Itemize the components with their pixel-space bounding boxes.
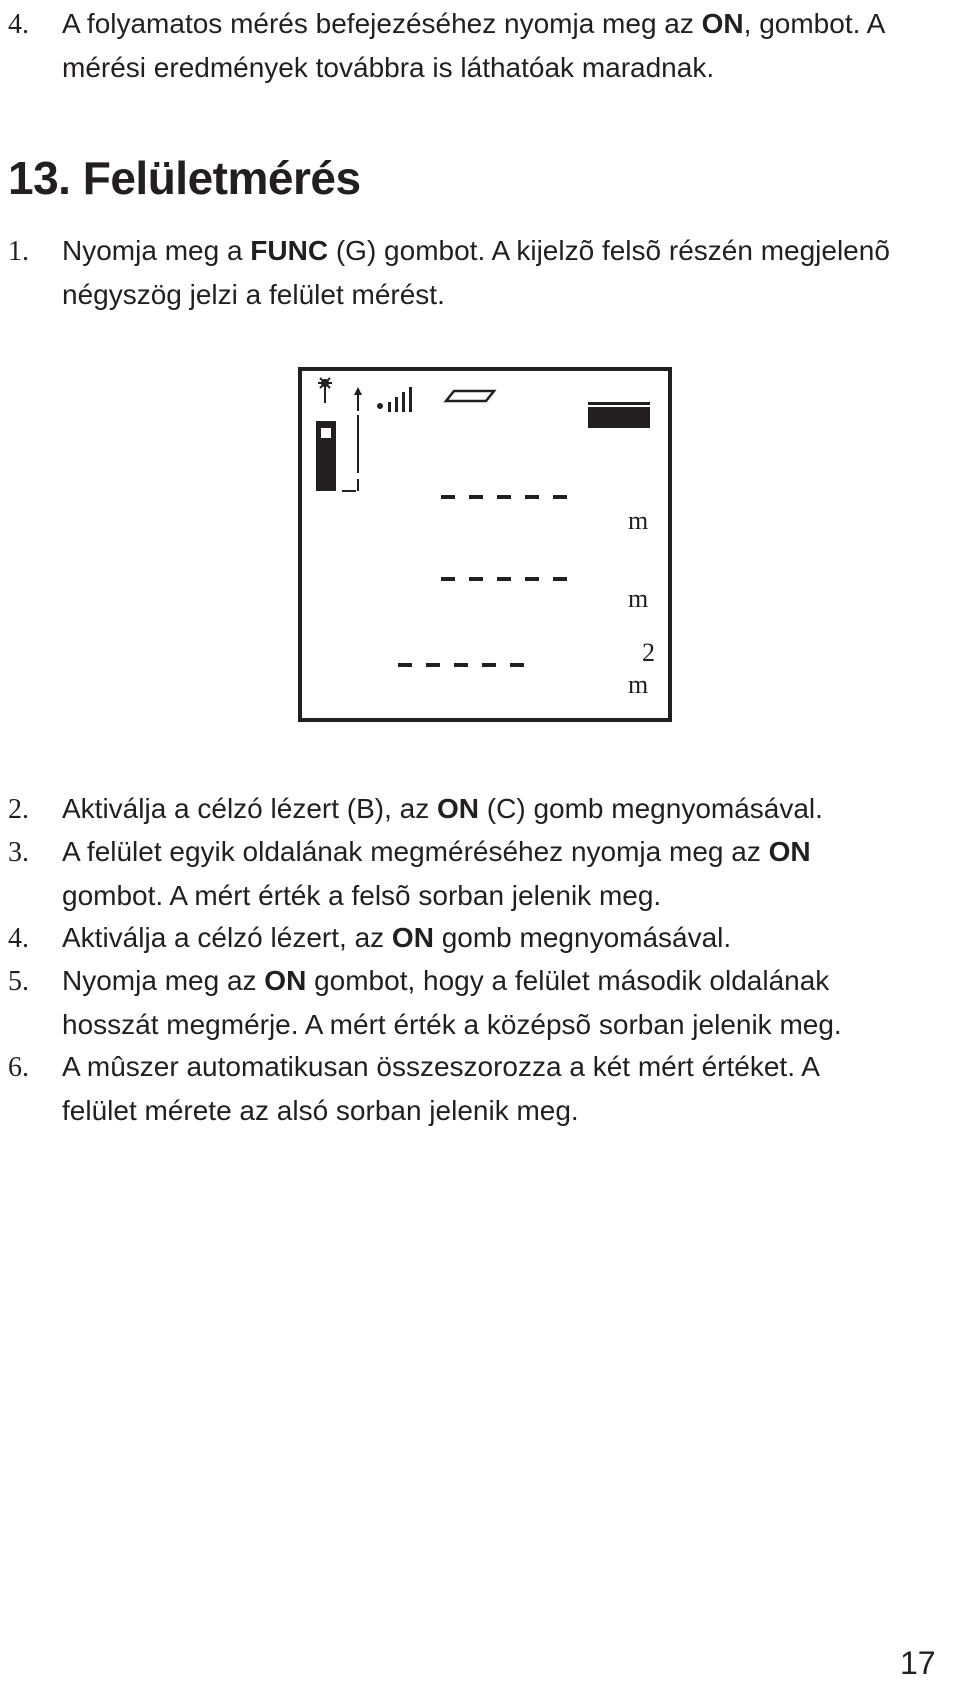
step-item xyxy=(8,787,953,831)
step-text-continued: gombot. A mért érték a felsõ sorban jelenik meg. xyxy=(62,880,662,911)
button-name: ON xyxy=(391,922,434,953)
button-name: FUNC xyxy=(250,235,329,266)
step-text: A folyamatos mérés befejezéséhez nyomja meg az xyxy=(62,8,702,39)
step-text-continued: hosszát megmérje. A mért érték a középsõ sorban jelenik meg. xyxy=(62,1009,842,1040)
button-name: ON xyxy=(437,793,480,824)
step-text: A mûszer automatikusan összeszorozza a két mért értéket. A xyxy=(62,1051,820,1082)
step-number: 5. xyxy=(8,966,29,997)
step-number: 1. xyxy=(8,236,29,267)
reference-point-icon xyxy=(316,415,358,491)
step-item xyxy=(8,916,953,960)
step-text: gombot, hogy a felület második oldalának xyxy=(306,965,830,996)
battery-icon xyxy=(588,402,650,428)
dash-placeholder xyxy=(469,577,483,581)
step-number: 6. xyxy=(8,1052,29,1083)
step-number: 4. xyxy=(8,923,29,954)
measurement-row-2 xyxy=(441,577,648,613)
step-text: gomb megnyomásával. xyxy=(433,922,732,953)
step-item xyxy=(8,229,953,316)
dash-placeholder xyxy=(398,663,412,667)
dash-placeholder xyxy=(525,495,539,499)
page-number: 17 xyxy=(900,1645,936,1681)
signal-strength-icon xyxy=(354,387,412,412)
step-text-continued: négyszög jelzi a felület mérést. xyxy=(62,279,445,310)
step-text-continued: mérési eredmények továbbra is láthatóak maradnak. xyxy=(62,52,715,83)
button-name: ON xyxy=(701,8,744,39)
dash-placeholder xyxy=(525,577,539,581)
dash-placeholder xyxy=(510,663,524,667)
unit-label: m xyxy=(628,584,649,613)
step-text: Nyomja meg a xyxy=(62,235,251,266)
step-item xyxy=(8,1045,953,1132)
unit-superscript: 2 xyxy=(642,638,655,667)
step-number: 3. xyxy=(8,837,29,868)
step-item xyxy=(8,959,953,1046)
button-name: ON xyxy=(768,836,811,867)
dash-placeholder xyxy=(553,577,567,581)
step-number: 2. xyxy=(8,794,29,825)
area-mode-icon xyxy=(446,391,494,401)
dash-placeholder xyxy=(497,577,511,581)
step-text: (C) gomb megnyomásával. xyxy=(479,793,823,824)
step-text-continued: felület mérete az alsó sorban jelenik meg. xyxy=(62,1095,579,1126)
dash-placeholder xyxy=(497,495,511,499)
step-item xyxy=(8,830,953,917)
step-text: Nyomja meg az xyxy=(62,965,265,996)
section-title: 13. Felületmérés xyxy=(8,152,361,204)
measurement-row-1 xyxy=(441,495,648,535)
dash-placeholder xyxy=(426,663,440,667)
dash-placeholder xyxy=(482,663,496,667)
dash-placeholder xyxy=(454,663,468,667)
dash-placeholder xyxy=(441,577,455,581)
step-item xyxy=(8,2,953,89)
step-text: Aktiválja a célzó lézert (B), az xyxy=(62,793,438,824)
unit-label: m xyxy=(628,506,649,535)
button-name: ON xyxy=(264,965,307,996)
measurement-row-3 xyxy=(398,638,655,699)
lcd-display-illustration xyxy=(298,367,672,722)
laser-icon xyxy=(318,378,332,403)
step-text: (G) gombot. A kijelzõ felsõ részén megjelenõ xyxy=(328,235,890,266)
dash-placeholder xyxy=(441,495,455,499)
step-text: A felület egyik oldalának megméréséhez nyomja meg az xyxy=(62,836,769,867)
dash-placeholder xyxy=(469,495,483,499)
step-text: Aktiválja a célzó lézert, az xyxy=(62,922,392,953)
step-number: 4. xyxy=(8,9,29,40)
dash-placeholder xyxy=(553,495,567,499)
unit-label: m xyxy=(628,670,649,699)
step-text: , gombot. A xyxy=(743,8,886,39)
